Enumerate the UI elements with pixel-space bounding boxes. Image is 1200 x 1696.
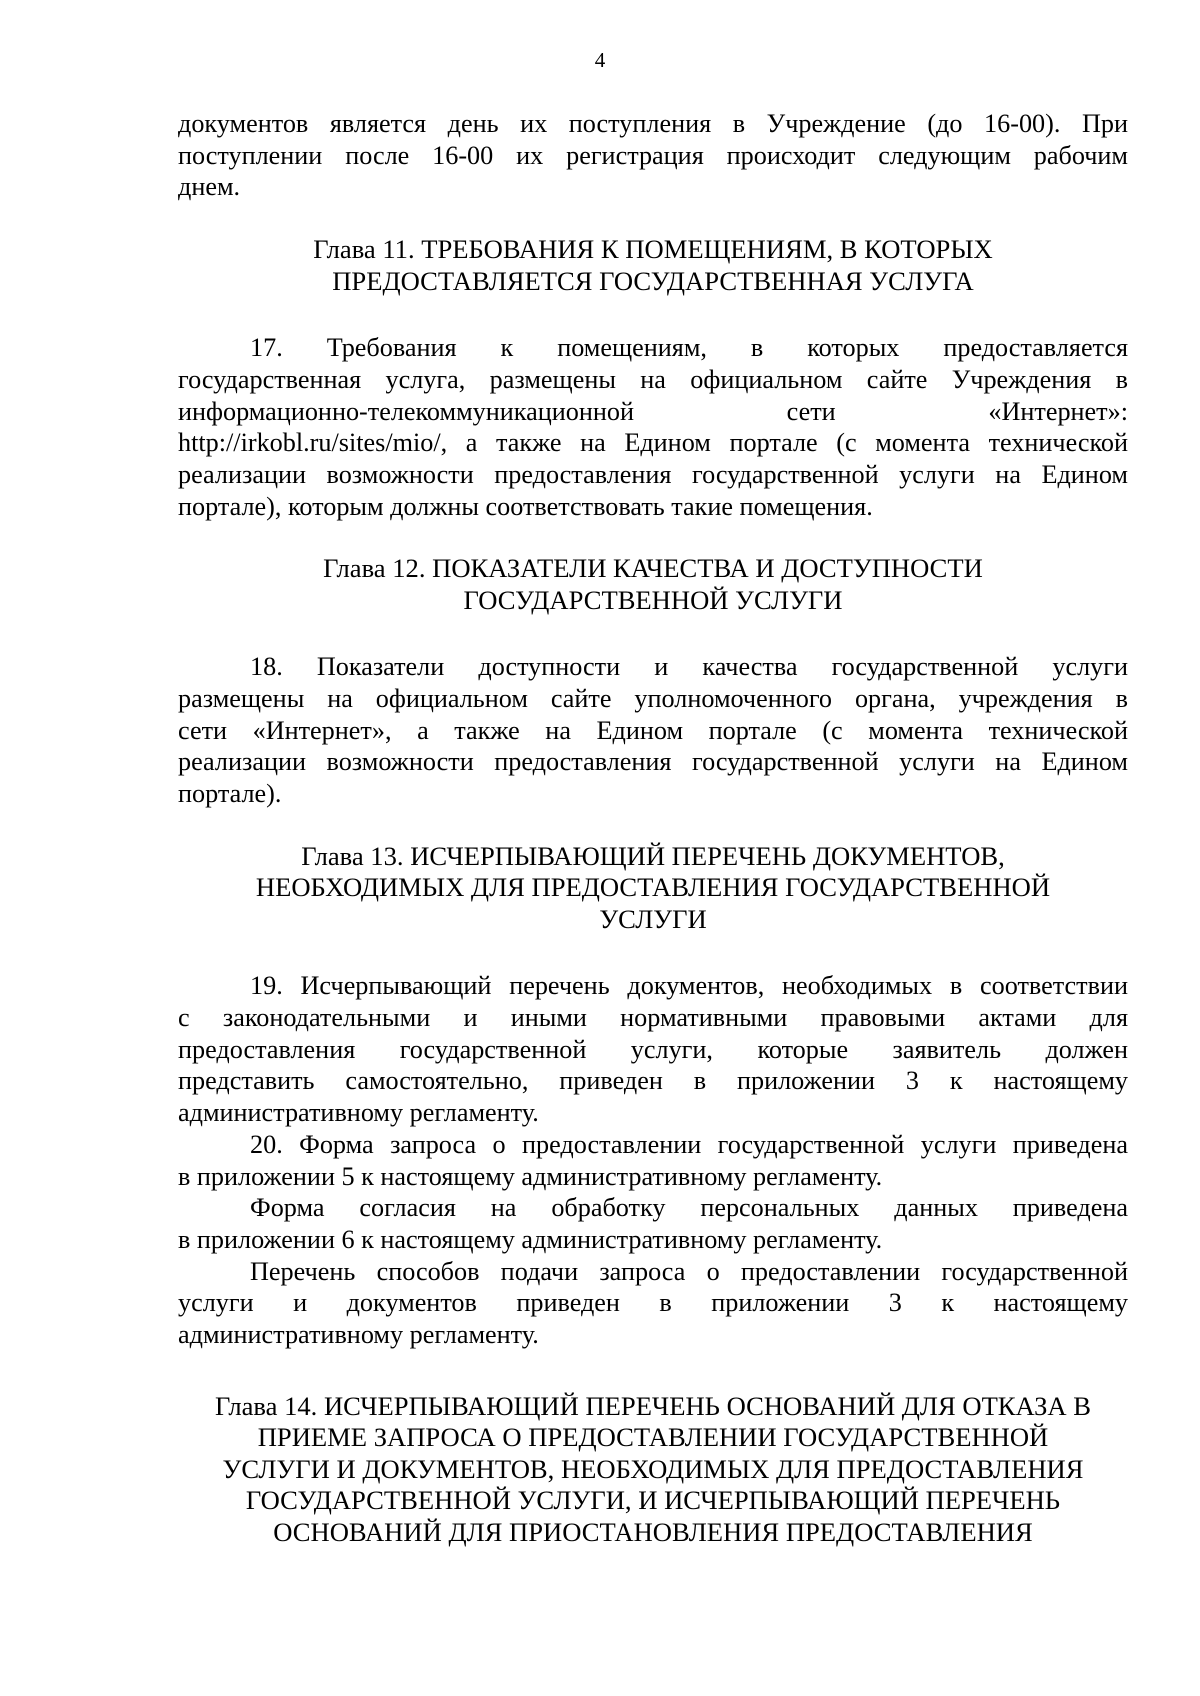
- paragraph-20-methods: [178, 1256, 1128, 1351]
- paragraph-line: поступлении после 16-00 их регистрация происходит следующим рабочим: [178, 140, 1128, 170]
- chapter-13-heading: [178, 841, 1128, 936]
- heading-line: НЕОБХОДИМЫХ ДЛЯ ПРЕДОСТАВЛЕНИЯ ГОСУДАРСТВЕННОЙ: [255, 872, 1051, 903]
- paragraph-line: в приложении 6 к настоящему административному регламенту.: [178, 1224, 883, 1254]
- paragraph-line: государственная услуга, размещены на официальном сайте Учреждения в: [178, 364, 1128, 394]
- document-body: [178, 108, 1128, 1548]
- heading-line: Глава 14. ИСЧЕРПЫВАЮЩИЙ ПЕРЕЧЕНЬ ОСНОВАНИЙ ДЛЯ ОТКАЗА В: [214, 1390, 1092, 1421]
- paragraph-line: 20. Форма запроса о предоставлении государственной услуги приведена: [250, 1129, 1128, 1159]
- heading-line: ГОСУДАРСТВЕННОЙ УСЛУГИ: [463, 584, 843, 615]
- heading-line: Глава 12. ПОКАЗАТЕЛИ КАЧЕСТВА И ДОСТУПНОСТИ: [323, 553, 983, 584]
- paragraph-line: в приложении 5 к настоящему административному регламенту.: [178, 1161, 883, 1191]
- paragraph-19: [178, 970, 1128, 1129]
- paragraph-17: [178, 332, 1128, 522]
- chapter-11-heading: [178, 234, 1128, 297]
- chapter-14-heading: [178, 1391, 1128, 1549]
- chapter-12-heading: [178, 553, 1128, 616]
- paragraph-line: Форма согласия на обработку персональных данных приведена: [250, 1193, 1128, 1223]
- paragraph-line: документов является день их поступления в Учреждение (до 16-00). При: [178, 109, 1128, 138]
- paragraph-line: портале).: [178, 779, 282, 809]
- paragraph-line: реализации возможности предоставления государственной услуги на Едином: [178, 459, 1128, 489]
- paragraph-line: днем.: [178, 172, 241, 202]
- paragraph-18: [178, 651, 1128, 810]
- paragraph-20: [178, 1129, 1128, 1192]
- paragraph-line: http://irkobl.ru/sites/mio/, а также на Едином портале (с момента технической: [178, 428, 1128, 458]
- heading-line: УСЛУГИ И ДОКУМЕНТОВ, НЕОБХОДИМЫХ ДЛЯ ПРЕДОСТАВЛЕНИЯ: [222, 1453, 1084, 1484]
- paragraph-line: услуги и документов приведен в приложении 3 к настоящему: [178, 1288, 1128, 1318]
- paragraph-line: реализации возможности предоставления государственной услуги на Едином: [178, 747, 1128, 777]
- paragraph-line: 17. Требования к помещениям, в которых предоставляется: [250, 333, 1128, 363]
- paragraph-line: административному регламенту.: [178, 1320, 539, 1350]
- paragraph-line: размещены на официальном сайте уполномоченного органа, учреждения в: [178, 684, 1128, 714]
- paragraph-line: предоставления государственной услуги, которые заявитель должен: [178, 1034, 1128, 1064]
- heading-line: Глава 13. ИСЧЕРПЫВАЮЩИЙ ПЕРЕЧЕНЬ ДОКУМЕНТОВ,: [301, 840, 1005, 871]
- paragraph-20-consent: [178, 1192, 1128, 1255]
- paragraph-line: портале), которым должны соответствовать такие помещения.: [178, 491, 873, 521]
- paragraph-line: представить самостоятельно, приведен в приложении 3 к настоящему: [178, 1066, 1128, 1096]
- paragraph-line: сети «Интернет», а также на Едином портале (с момента технической: [178, 715, 1128, 745]
- paragraph-line: 19. Исчерпывающий перечень документов, необходимых в соответствии: [250, 971, 1128, 1001]
- heading-line: ГОСУДАРСТВЕННОЙ УСЛУГИ, И ИСЧЕРПЫВАЮЩИЙ ПЕРЕЧЕНЬ: [245, 1485, 1061, 1516]
- paragraph-line: Перечень способов подачи запроса о предоставлении государственной: [250, 1256, 1128, 1286]
- heading-line: ПРИЕМЕ ЗАПРОСА О ПРЕДОСТАВЛЕНИИ ГОСУДАРСТВЕННОЙ: [257, 1422, 1049, 1453]
- heading-line: ПРЕДОСТАВЛЯЕТСЯ ГОСУДАРСТВЕННАЯ УСЛУГА: [332, 265, 974, 296]
- heading-line: ОСНОВАНИЙ ДЛЯ ПРИОСТАНОВЛЕНИЯ ПРЕДОСТАВЛЕНИЯ: [273, 1516, 1033, 1547]
- paragraph-line: 18. Показатели доступности и качества государственной услуги: [250, 652, 1128, 682]
- heading-line: Глава 11. ТРЕБОВАНИЯ К ПОМЕЩЕНИЯМ, В КОТОРЫХ: [313, 234, 993, 265]
- heading-line: УСЛУГИ: [599, 903, 707, 934]
- paragraph-line: административному регламенту.: [178, 1098, 539, 1128]
- intro-paragraph: [178, 108, 1128, 203]
- paragraph-line: информационно-телекоммуникационной сети «Интернет»:: [178, 396, 1128, 426]
- page-number: 4: [594, 48, 606, 72]
- paragraph-line: с законодательными и иными нормативными правовыми актами для: [178, 1003, 1128, 1033]
